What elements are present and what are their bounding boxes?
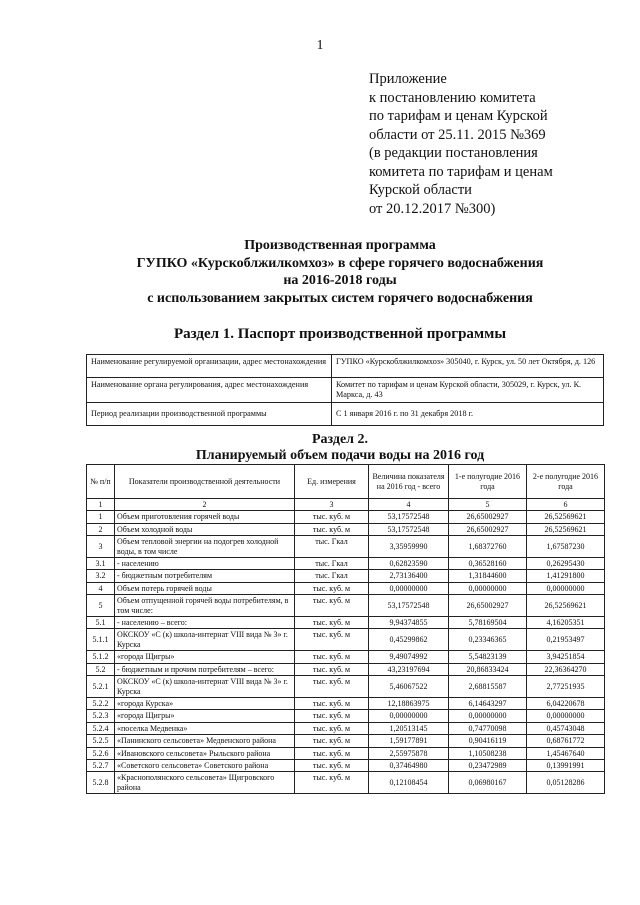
row-total: 12,18863975 (369, 697, 449, 709)
row-total: 0,00000000 (369, 710, 449, 722)
row-number: 5.2.4 (87, 722, 115, 734)
appendix-line: Приложение (369, 71, 447, 87)
row-indicator: Объем потерь горячей воды (115, 582, 295, 594)
row-second-half: 0,21953497 (527, 629, 605, 651)
row-unit: тыс. куб. м (295, 617, 369, 629)
row-unit: тыс. куб. м (295, 676, 369, 698)
table-row (87, 629, 605, 651)
row-total: 43,23197694 (369, 663, 449, 675)
row-first-half: 0,74770098 (449, 722, 527, 734)
table-row (87, 558, 605, 570)
row-second-half: 0,00000000 (527, 710, 605, 722)
passport-label: Наименование регулируемой организации, адрес местонахождения (87, 355, 332, 378)
row-indicator: Объем приготовления горячей воды (115, 511, 295, 523)
title-line: с использованием закрытых систем горячего водоснабжения (147, 290, 533, 306)
header-cell: Величина показателя на 2016 год - всего (369, 465, 449, 499)
row-unit: тыс. Гкал (295, 536, 369, 558)
table-row (87, 697, 605, 709)
table-row (87, 759, 605, 771)
column-number: 3 (295, 499, 369, 511)
row-total: 3,35959990 (369, 536, 449, 558)
column-number: 6 (527, 499, 605, 511)
table-row (87, 772, 605, 794)
row-total: 9,94374855 (369, 617, 449, 629)
appendix-line: от 20.12.2017 №300) (369, 200, 496, 217)
passport-value: С 1 января 2016 г. по 31 декабря 2018 г. (332, 403, 604, 426)
row-indicator: Объем холодной воды (115, 523, 295, 535)
row-first-half: 26,65002927 (449, 523, 527, 535)
row-second-half: 1,45467640 (527, 747, 605, 759)
table-row (87, 710, 605, 722)
row-total: 53,17572548 (369, 511, 449, 523)
row-first-half: 26,65002927 (449, 511, 527, 523)
row-second-half: 0,05128286 (527, 772, 605, 794)
row-indicator: «поселка Медвенка» (115, 722, 295, 734)
page-number: 1 (316, 38, 324, 53)
row-first-half: 5,78169504 (449, 617, 527, 629)
row-first-half: 0,00000000 (449, 582, 527, 594)
row-first-half: 1,10508238 (449, 747, 527, 759)
row-number: 5.2.1 (87, 676, 115, 698)
row-second-half: 26,52569621 (527, 595, 605, 617)
row-unit: тыс. куб. м (295, 582, 369, 594)
row-second-half: 3,94251854 (527, 651, 605, 663)
header-cell: Ед. измерения (295, 465, 369, 499)
row-number: 5 (87, 595, 115, 617)
row-number: 5.1.1 (87, 629, 115, 651)
row-total: 2,55975878 (369, 747, 449, 759)
row-unit: тыс. куб. м (295, 663, 369, 675)
passport-value: Комитет по тарифам и ценам Курской области, 305029, г. Курск, ул. К. Маркса, д. 43 (332, 378, 604, 403)
row-first-half: 0,36528160 (449, 558, 527, 570)
row-second-half: 6,04220678 (527, 697, 605, 709)
row-second-half: 4,16205351 (527, 617, 605, 629)
row-number: 3.2 (87, 570, 115, 582)
passport-value: ГУПКО «Курскоблжилкомхоз» 305040, г. Курск, ул. 50 лет Октября, д. 126 (332, 355, 604, 378)
table-row (87, 747, 605, 759)
passport-row (87, 378, 604, 403)
header-cell: Показатели производственной деятельности (115, 465, 295, 499)
row-total: 1,20513145 (369, 722, 449, 734)
row-first-half: 1,68372760 (449, 536, 527, 558)
table-row (87, 722, 605, 734)
row-total: 5,46067522 (369, 676, 449, 698)
passport-row (87, 355, 604, 378)
table-row (87, 663, 605, 675)
row-second-half: 26,52569621 (527, 511, 605, 523)
row-number: 1 (87, 511, 115, 523)
row-unit: тыс. куб. м (295, 722, 369, 734)
row-unit: тыс. куб. м (295, 697, 369, 709)
table-row (87, 511, 605, 523)
row-indicator: - бюджетным и прочим потребителям – всего: (115, 663, 295, 675)
row-indicator: «Краснополянского сельсовета» Щигровского района (115, 772, 295, 794)
title-line: ГУПКО «Курскоблжилкомхоз» в сфере горячего водоснабжения (136, 255, 544, 271)
column-number: 1 (87, 499, 115, 511)
section2-title: Раздел 2. (311, 432, 369, 447)
column-number: 4 (369, 499, 449, 511)
appendix-block (369, 70, 609, 218)
row-indicator: - населению – всего: (115, 617, 295, 629)
row-first-half: 26,65002927 (449, 595, 527, 617)
row-unit: тыс. Гкал (295, 558, 369, 570)
row-indicator: «города Щигры» (115, 710, 295, 722)
row-number: 5.2.6 (87, 747, 115, 759)
row-indicator: «города Щигры» (115, 651, 295, 663)
row-second-half: 22,36364270 (527, 663, 605, 675)
column-number: 5 (449, 499, 527, 511)
row-first-half: 20,86833424 (449, 663, 527, 675)
table-row (87, 595, 605, 617)
table-row (87, 735, 605, 747)
document-title (60, 237, 620, 307)
row-number: 5.2.3 (87, 710, 115, 722)
row-total: 0,00000000 (369, 582, 449, 594)
row-indicator: «города Курска» (115, 697, 295, 709)
appendix-line: комитета по тарифам и ценам (369, 163, 553, 180)
row-unit: тыс. куб. м (295, 629, 369, 651)
row-total: 0,45299862 (369, 629, 449, 651)
table-row (87, 651, 605, 663)
appendix-line: (в редакции постановления (369, 145, 538, 161)
row-unit: тыс. куб. м (295, 759, 369, 771)
title-line: на 2016-2018 годы (283, 273, 397, 288)
row-indicator: «Панинского сельсовета» Медвенского района (115, 735, 295, 747)
row-first-half: 0,00000000 (449, 710, 527, 722)
row-unit: тыс. куб. м (295, 651, 369, 663)
row-total: 0,37464980 (369, 759, 449, 771)
row-second-half: 2,77251935 (527, 676, 605, 698)
row-total: 2,73136400 (369, 570, 449, 582)
water-supply-table (86, 464, 605, 794)
passport-label: Наименование органа регулирования, адрес местонахождения (87, 378, 332, 403)
row-first-half: 0,23346365 (449, 629, 527, 651)
row-unit: тыс. куб. м (295, 511, 369, 523)
row-first-half: 0,23472989 (449, 759, 527, 771)
row-first-half: 1,31844600 (449, 570, 527, 582)
row-indicator: «Советского сельсовета» Советского района (115, 759, 295, 771)
row-number: 5.1 (87, 617, 115, 629)
row-unit: тыс. куб. м (295, 710, 369, 722)
header-cell: 2-е полугодие 2016 года (527, 465, 605, 499)
row-number: 5.2.2 (87, 697, 115, 709)
row-number: 5.1.2 (87, 651, 115, 663)
row-first-half: 0,06980167 (449, 772, 527, 794)
table-row (87, 570, 605, 582)
section2-subtitle: Планируемый объем подачи воды на 2016 год (195, 448, 485, 463)
passport-table (86, 354, 604, 426)
row-number: 5.2.8 (87, 772, 115, 794)
table-row (87, 536, 605, 558)
row-second-half: 0,13991991 (527, 759, 605, 771)
section1-title: Раздел 1. Паспорт производственной программы (173, 326, 507, 342)
row-unit: тыс. куб. м (295, 523, 369, 535)
row-indicator: Объем тепловой энергии на подогрев холодной воды, в том числе (115, 536, 295, 558)
appendix-line: Курской области (369, 182, 472, 198)
table-header-row (87, 465, 605, 499)
row-second-half: 0,45743048 (527, 722, 605, 734)
row-number: 5.2.5 (87, 735, 115, 747)
row-number: 5.2.7 (87, 759, 115, 771)
row-second-half: 1,67587230 (527, 536, 605, 558)
row-total: 0,12108454 (369, 772, 449, 794)
row-total: 53,17572548 (369, 595, 449, 617)
row-indicator: ОКСКОУ «С (к) школа-интернат VIII вида № 3» г. Курска (115, 629, 295, 651)
header-cell: 1-е полугодие 2016 года (449, 465, 527, 499)
table-row (87, 617, 605, 629)
row-unit: тыс. куб. м (295, 595, 369, 617)
table-row (87, 676, 605, 698)
row-number: 4 (87, 582, 115, 594)
row-unit: тыс. куб. м (295, 735, 369, 747)
column-number-row (87, 499, 605, 511)
header-cell: № п/п (87, 465, 115, 499)
appendix-line: по тарифам и ценам Курской (369, 108, 548, 124)
row-unit: тыс. куб. м (295, 772, 369, 794)
row-indicator: - населению (115, 558, 295, 570)
title-line: Производственная программа (244, 238, 436, 253)
table-row (87, 582, 605, 594)
section2-heading (60, 432, 620, 464)
row-indicator: Объем отпущенной горячей воды потребителям, в том числе: (115, 595, 295, 617)
passport-row (87, 403, 604, 426)
row-number: 5.2 (87, 663, 115, 675)
row-number: 3 (87, 536, 115, 558)
passport-label: Период реализации производственной программы (87, 403, 332, 426)
row-total: 1,59177891 (369, 735, 449, 747)
column-number: 2 (115, 499, 295, 511)
row-second-half: 26,52569621 (527, 523, 605, 535)
row-second-half: 0,00000000 (527, 582, 605, 594)
row-first-half: 0,90416119 (449, 735, 527, 747)
row-first-half: 6,14643297 (449, 697, 527, 709)
row-total: 9,49074992 (369, 651, 449, 663)
row-indicator: - бюджетным потребителям (115, 570, 295, 582)
row-unit: тыс. куб. м (295, 747, 369, 759)
row-total: 53,17572548 (369, 523, 449, 535)
appendix-line: к постановлению комитета (369, 89, 536, 106)
appendix-line: области от 25.11. 2015 №369 (369, 126, 546, 143)
row-number: 2 (87, 523, 115, 535)
table-row (87, 523, 605, 535)
row-total: 0,62823590 (369, 558, 449, 570)
row-indicator: «Ивановского сельсовета» Рыльского района (115, 747, 295, 759)
row-indicator: ОКСКОУ «С (к) школа-интернат VIII вида № 3» г. Курска (115, 676, 295, 698)
row-first-half: 5,54823139 (449, 651, 527, 663)
row-second-half: 0,68761772 (527, 735, 605, 747)
row-first-half: 2,68815587 (449, 676, 527, 698)
row-second-half: 1,41291800 (527, 570, 605, 582)
row-unit: тыс. Гкал (295, 570, 369, 582)
row-number: 3.1 (87, 558, 115, 570)
row-second-half: 0,26295430 (527, 558, 605, 570)
